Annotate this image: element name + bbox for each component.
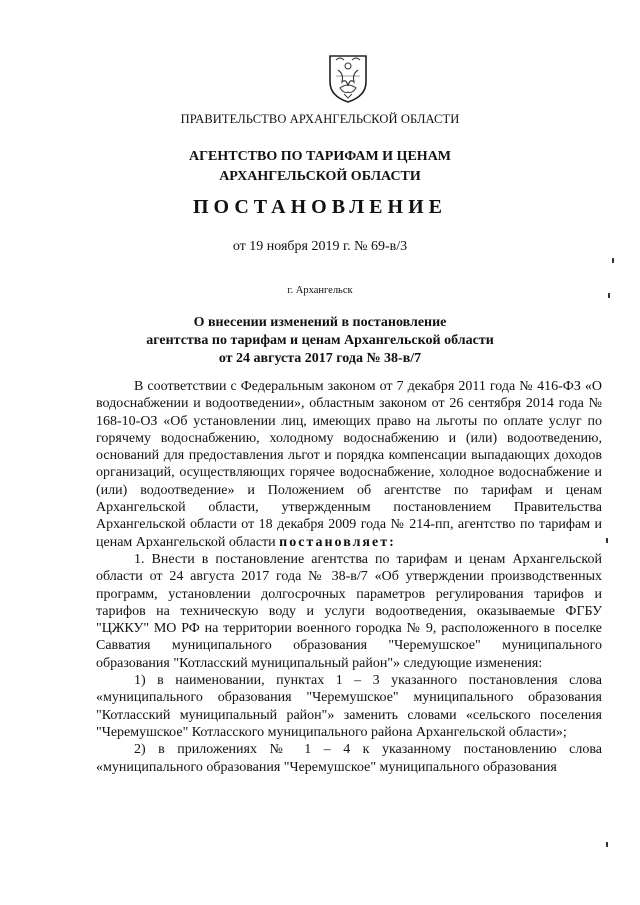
subject-line-3: от 24 августа 2017 года № 38-в/7 bbox=[218, 351, 422, 366]
document-body bbox=[96, 378, 602, 776]
government-header: ПРАВИТЕЛЬСТВО АРХАНГЕЛЬСКОЙ ОБЛАСТИ bbox=[180, 112, 460, 126]
item-1-paragraph: 1. Внести в постановление агентства по тарифам и ценам Архангельской области от 24 августа 2017 года № 38-в/7 «Об утверждении производственных программ, установлении долгосрочных параметров регулирования тарифов и тарифов на техническую воду и услуги водоотведения, оказываемые ФГБУ "ЦЖКУ" МО РФ на территории военного городка № 9, расположенного в поселке Савватия муниципального образования "Черемушское" муниципального образования "Котласский муниципальный район"» следующие изменения: bbox=[96, 551, 602, 671]
subject-line-1: О внесении изменений в постановление bbox=[193, 315, 447, 330]
document-date-number: от 19 ноября 2019 г. № 69-в/3 bbox=[232, 239, 408, 254]
resolves-keyword: постановляет: bbox=[279, 534, 396, 550]
scan-mark bbox=[606, 842, 608, 847]
scan-mark bbox=[606, 538, 608, 543]
document-subject bbox=[0, 314, 640, 368]
preamble-paragraph bbox=[96, 378, 602, 551]
agency-line-2: АРХАНГЕЛЬСКОЙ ОБЛАСТИ bbox=[219, 169, 421, 184]
preamble-text: В соответствии с Федеральным законом от 7 декабря 2011 года № 416-ФЗ «О водоснабжении и водоотведении», областным законом от 26 сентября 2014 года № 168-10-ОЗ «Об установлении лиц, имеющих право на льготы по оплате услуг по горячему водоснабжению, холодному водоснабжению и (или) водоотведению, оснований для предоставления льгот и порядка компенсации выпадающих доходов организаций, осуществляющих горячее водоснабжение, холодное водоснабжение и (или) водоотведение» и Положением об агентстве по тарифам и ценам Архангельской области, утвержденным постановлением Правительства Архангельской области от 18 декабря 2009 года № 214-пп, агентство по тарифам и ценам Архангельской области bbox=[96, 379, 602, 550]
subitem-1-paragraph: 1) в наименовании, пунктах 1 – 3 указанного постановления слова «муниципального образования "Черемушское" муниципального образования "Котласский муниципальный район"» заменить словами «сельского поселения "Черемушское" Котласского муниципального района Архангельской области»; bbox=[96, 673, 602, 740]
agency-line-1: АГЕНТСТВО ПО ТАРИФАМ И ЦЕНАМ bbox=[188, 149, 452, 164]
agency-name bbox=[0, 147, 640, 187]
scan-mark bbox=[608, 293, 610, 298]
document-type-title: ПОСТАНОВЛЕНИЕ bbox=[193, 196, 447, 218]
subitem-2-paragraph: 2) в приложениях № 1 – 4 к указанному постановлению слова «муниципального образования "Черемушское" муниципального образования bbox=[96, 742, 602, 775]
subject-line-2: агентства по тарифам и ценам Архангельской области bbox=[146, 333, 494, 348]
document-city: г. Архангельск bbox=[287, 285, 353, 296]
coat-of-arms-emblem bbox=[326, 52, 370, 104]
scan-mark bbox=[612, 258, 614, 263]
